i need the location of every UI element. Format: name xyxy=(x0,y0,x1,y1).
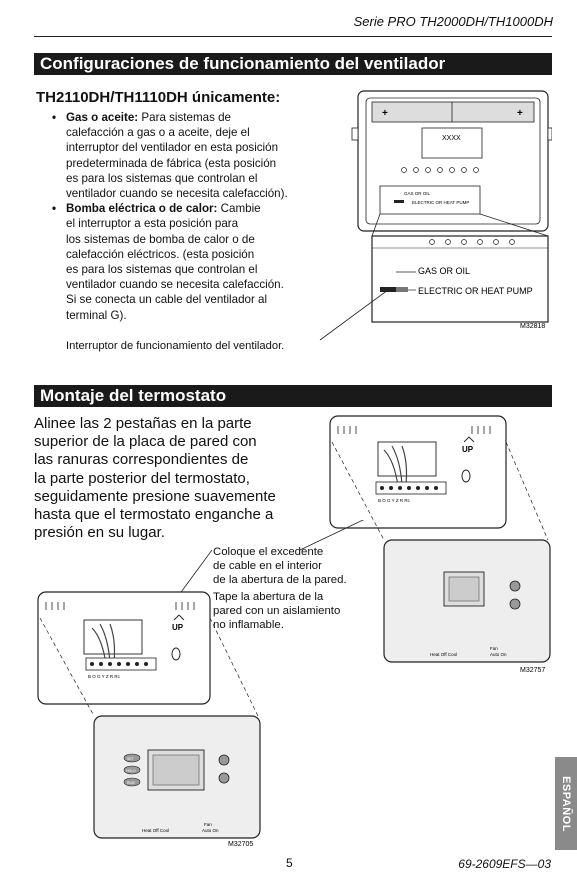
bullet-line: ventilador cuando se necesita calefacción. xyxy=(66,278,284,292)
bullet-term: Gas o aceite: xyxy=(66,111,139,124)
figure-id: M32757 xyxy=(520,667,546,674)
document-code: 69-2609EFS—03 xyxy=(458,857,551,871)
intro-line: presión en su lugar. xyxy=(34,524,165,542)
callout-line: de cable en el interior xyxy=(213,560,322,572)
language-tab xyxy=(555,757,577,850)
fan-label: Fan xyxy=(490,646,498,651)
bullet-line: es para los sistemas que controlan el xyxy=(66,171,258,185)
language-tab-label: ESPAÑOL xyxy=(560,775,572,832)
bullet-line: los sistemas de bomba de calor o de xyxy=(66,232,255,246)
section-title-mounting: Montaje del termostato xyxy=(34,385,552,407)
model-subheading: TH2110DH/TH1110DH únicamente: xyxy=(36,89,281,106)
bullet-line: interruptor del ventilador en esta posición xyxy=(66,141,279,155)
fan-settings-list xyxy=(52,110,317,323)
button-run-label: RUN xyxy=(127,781,135,785)
bullet-line: predeterminada de fábrica (esta posición xyxy=(66,156,277,170)
mounting-figure-left xyxy=(30,588,266,850)
fan-options: Auto On xyxy=(490,652,507,657)
zoom-electric-label: ELECTRIC OR HEAT PUMP xyxy=(418,286,533,296)
zoom-gas-label: GAS OR OIL xyxy=(418,266,471,276)
figure-id: M32818 xyxy=(520,323,546,330)
button-hold-label: HOLD xyxy=(126,769,136,773)
callout-line: no inflamable. xyxy=(213,619,284,631)
bullet-line: terminal G). xyxy=(66,308,127,322)
bullet-line: calefacción a gas o a aceite, deje el xyxy=(66,126,250,140)
callout-line: de la abertura de la pared. xyxy=(213,574,347,586)
fan-label: Fan xyxy=(204,822,212,827)
bullet-line: Cambie xyxy=(220,202,261,216)
small-electric-label: ELECTRIC OR HEAT PUMP xyxy=(412,200,470,205)
bullet-term: Bomba eléctrica o de calor: xyxy=(66,202,218,216)
bullet-line: calefacción eléctricos. (esta posición xyxy=(66,247,255,261)
fan-switch-caption: Interruptor de funcionamiento del ventilador. xyxy=(66,340,285,352)
bullet-electric-heat-pump xyxy=(52,201,317,323)
callout-line: pared con un aislamiento xyxy=(213,605,341,617)
callout-line: Tape la abertura de la xyxy=(213,591,324,603)
intro-line: la parte posterior del termostato, xyxy=(34,469,250,487)
page-number: 5 xyxy=(286,856,293,870)
small-gas-label: GAS OR OIL xyxy=(404,191,431,196)
up-label: UP xyxy=(172,623,184,632)
fan-options: Auto On xyxy=(202,828,219,833)
callout-line: Coloque el excedente xyxy=(213,546,324,558)
up-label: UP xyxy=(462,445,474,454)
terminal-labels: B O G Y Z R Rc xyxy=(88,674,120,679)
header-rule xyxy=(34,36,552,37)
bullet-line: es para los sistemas que controlan el xyxy=(66,263,258,277)
bullet-line: el interruptor a esta posición para xyxy=(66,217,239,231)
intro-line: hasta que el termostato enganche a xyxy=(34,506,274,524)
bullet-line: Para sistemas de xyxy=(141,111,231,124)
chip-label: XXXX xyxy=(442,135,461,142)
bullet-line: Si se conecta un cable del ventilador al xyxy=(66,293,268,307)
svg-text:+: + xyxy=(517,108,523,119)
button-set-label: SET xyxy=(127,757,134,761)
bullet-line: ventilador cuando se necesita calefacción). xyxy=(66,187,288,201)
svg-text:+: + xyxy=(382,108,388,119)
figure-id: M32705 xyxy=(228,841,254,848)
intro-line: las ranuras correspondientes de xyxy=(34,451,249,469)
terminal-labels: B O G Y Z R Rc xyxy=(378,498,410,503)
system-options: Heat Off Cool xyxy=(142,828,170,833)
section-title-fan-settings: Configuraciones de funcionamiento del ventilador xyxy=(34,53,552,75)
header-series-title: Serie PRO TH2000DH/TH1000DH xyxy=(353,14,553,29)
system-options: Heat Off Cool xyxy=(430,652,458,657)
fan-switch-figure xyxy=(312,88,552,348)
intro-line: superior de la placa de pared con xyxy=(34,433,257,451)
bullet-gas-oil xyxy=(52,110,317,201)
intro-line: Alinee las 2 pestañas en la parte xyxy=(34,415,252,432)
intro-line: seguidamente presione suavemente xyxy=(34,487,276,505)
